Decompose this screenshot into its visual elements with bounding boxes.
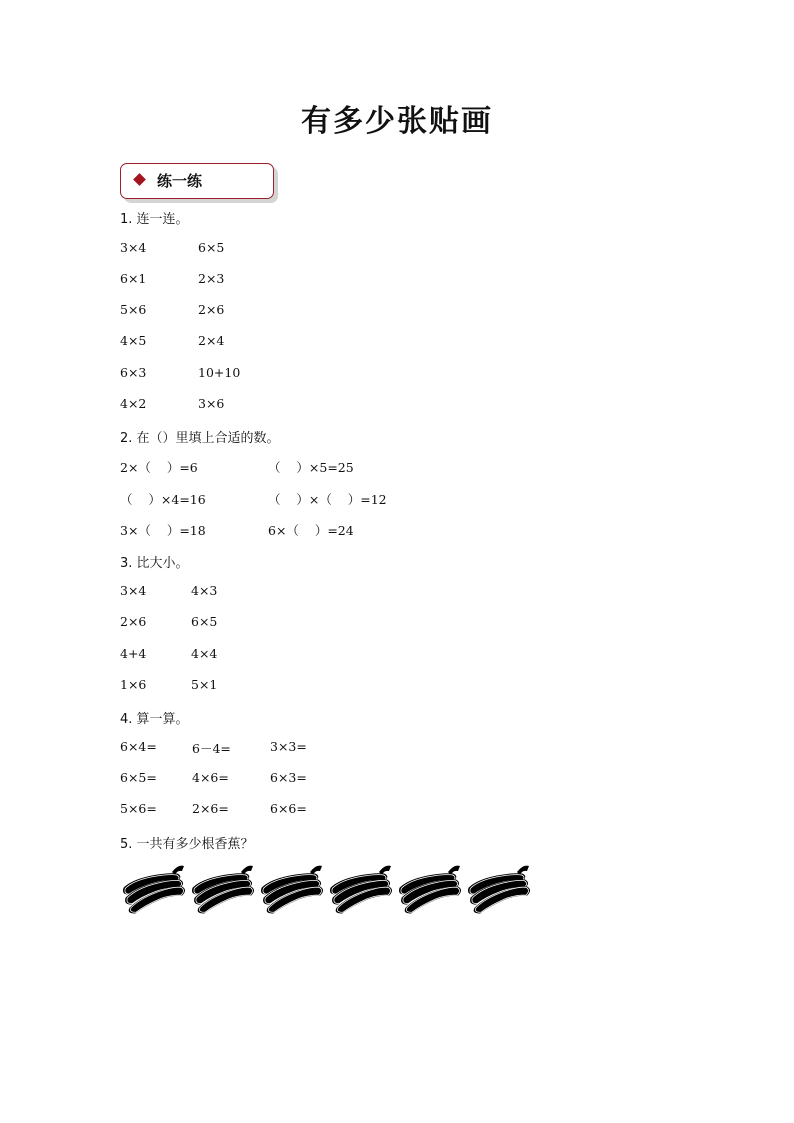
q3-left-item: 2×6 (120, 614, 147, 629)
q1-left-item: 5×6 (120, 302, 147, 317)
q4-col2-item: 4×6= (192, 770, 229, 785)
banana-bunch-icon (400, 866, 461, 913)
q1-left-item: 6×3 (120, 365, 147, 380)
banana-bunch-icon (331, 866, 392, 913)
q4-col2-item: 2×6= (192, 801, 229, 816)
q1-right-item: 3×6 (198, 396, 225, 411)
q4-col1-item: 6×5= (120, 770, 157, 785)
question-5-prompt: 5. 一共有多少根香蕉？ (120, 837, 254, 852)
q1-left-item: 3×4 (120, 240, 147, 255)
q1-right-item: 2×3 (198, 271, 225, 286)
q1-left-item: 4×2 (120, 396, 147, 411)
section-label: 练一练 (157, 172, 203, 190)
q3-left-item: 4+4 (120, 646, 147, 661)
q2-right-item: （ ）×5=25 (268, 460, 354, 475)
q1-left-item: 4×5 (120, 333, 147, 348)
q3-right-item: 4×3 (191, 583, 218, 598)
q1-right-item: 2×4 (198, 333, 225, 348)
section-header (120, 163, 274, 199)
q3-left-item: 1×6 (120, 677, 147, 692)
banana-bunch-icon (193, 866, 254, 913)
q4-col1-item: 6×4= (120, 739, 157, 754)
q2-right-item: （ ）×（ ）=12 (268, 492, 387, 507)
question-2-prompt: 2. 在（）里填上合适的数。 (120, 431, 280, 446)
q3-right-item: 4×4 (191, 646, 218, 661)
q4-col3-item: 3×3= (270, 739, 307, 754)
diamond-icon (133, 173, 146, 186)
question-1-prompt: 1. 连一连。 (120, 212, 189, 227)
banana-bunches (122, 858, 542, 914)
banana-bunch-icon (124, 866, 185, 913)
question-4-prompt: 4. 算一算。 (120, 712, 189, 727)
q1-left-item: 6×1 (120, 271, 147, 286)
q3-right-item: 5×1 (191, 677, 218, 692)
q2-right-item: 6×（ ）=24 (268, 523, 354, 538)
banana-bunch-icon (469, 866, 530, 913)
q1-right-item: 2×6 (198, 302, 225, 317)
q3-left-item: 3×4 (120, 583, 147, 598)
q4-col3-item: 6×3= (270, 770, 307, 785)
q1-right-item: 10+10 (198, 365, 241, 380)
q1-right-item: 6×5 (198, 240, 225, 255)
q2-left-item: （ ）×4=16 (120, 492, 206, 507)
q4-col2-item: 6－4= (192, 741, 231, 756)
q3-right-item: 6×5 (191, 614, 218, 629)
q4-col1-item: 5×6= (120, 801, 157, 816)
q4-col3-item: 6×6= (270, 801, 307, 816)
banana-bunch-icon (262, 866, 323, 913)
q2-left-item: 2×（ ）=6 (120, 460, 198, 475)
question-3-prompt: 3. 比大小。 (120, 556, 189, 571)
page-title: 有多少张贴画 (301, 104, 493, 139)
q2-left-item: 3×（ ）=18 (120, 523, 206, 538)
